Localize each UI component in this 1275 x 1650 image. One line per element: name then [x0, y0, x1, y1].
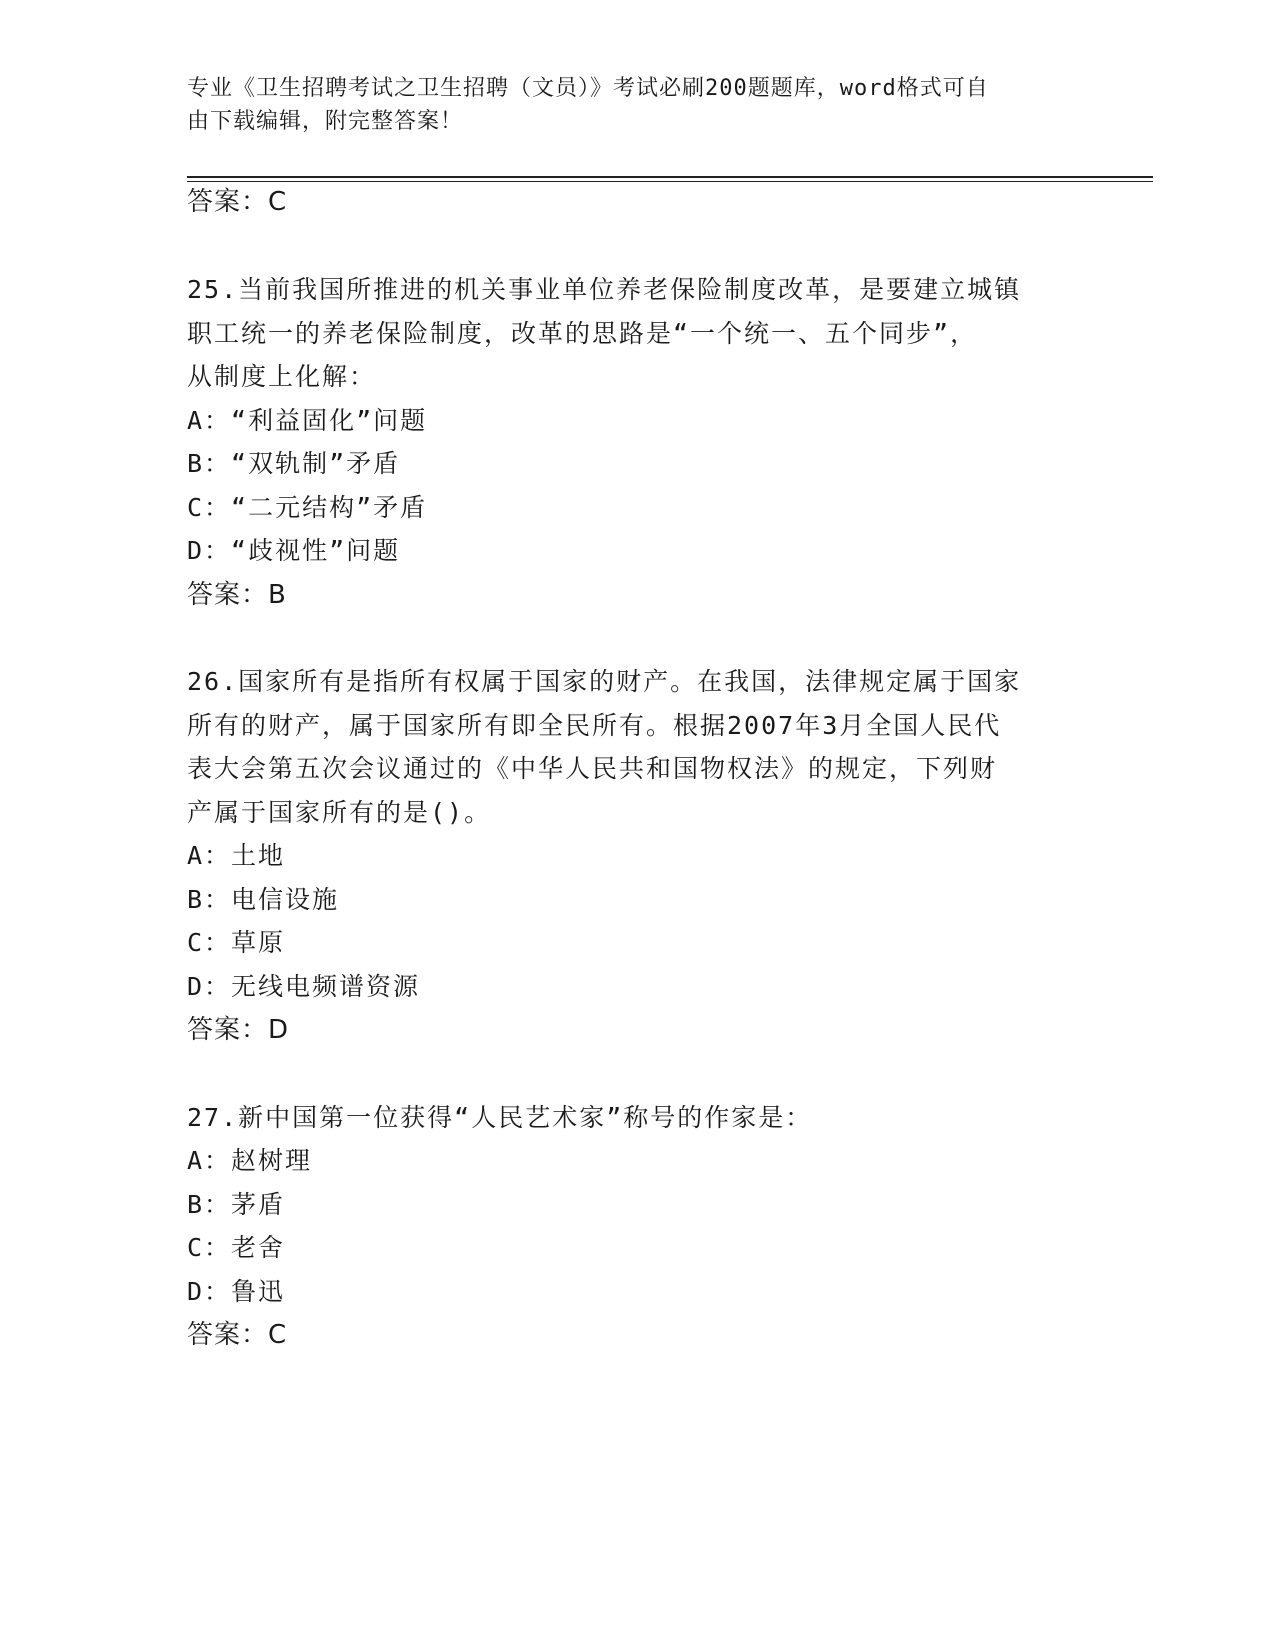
question-25-option-a: A：“利益固化”问题 — [187, 406, 428, 435]
question-26-text-line-2: 所有的财产，属于国家所有即全民所有。根据2007年3月全国人民代 — [187, 711, 1002, 740]
question-27-option-c: C：老舍 — [187, 1233, 286, 1262]
question-25-option-b: B：“双轨制”矛盾 — [187, 449, 401, 478]
header-line-1: 专业《卫生招聘考试之卫生招聘（文员）》考试必刷200题题库，word格式可自 — [187, 76, 989, 101]
question-27-text-line-1: 27.新中国第一位获得“人民艺术家”称号的作家是： — [187, 1103, 813, 1132]
header-divider-thin — [187, 181, 1153, 182]
question-25-option-c: C：“二元结构”矛盾 — [187, 493, 428, 522]
question-26-text-line-1: 26.国家所有是指所有权属于国家的财产。在我国，法律规定属于国家 — [187, 667, 1022, 696]
question-26-option-a: A：土地 — [187, 841, 286, 870]
question-26-text-line-4: 产属于国家所有的是()。 — [187, 798, 492, 827]
question-26-text-line-3: 表大会第五次会议通过的《中华人民共和国物权法》的规定，下列财 — [187, 754, 998, 783]
question-26-answer: 答案：D — [187, 1015, 290, 1045]
question-26-option-d: D：无线电频谱资源 — [187, 972, 421, 1001]
question-25-text-line-3: 从制度上化解： — [187, 362, 377, 391]
header-divider — [187, 176, 1153, 178]
question-27-answer: 答案：C — [187, 1320, 288, 1350]
question-27-option-b: B：茅盾 — [187, 1190, 286, 1219]
question-25-text-line-2: 职工统一的养老保险制度，改革的思路是“一个统一、五个同步”， — [187, 319, 978, 348]
question-27-option-d: D：鲁迅 — [187, 1277, 286, 1306]
question-27-option-a: A：赵树理 — [187, 1146, 313, 1175]
document-header — [187, 72, 1067, 138]
question-26-option-b: B：电信设施 — [187, 885, 340, 914]
header-line-2: 由下载编辑，附完整答案！ — [187, 109, 464, 134]
previous-answer: 答案：C — [187, 187, 288, 217]
question-25-answer: 答案：B — [187, 580, 287, 610]
question-25-option-d: D：“歧视性”问题 — [187, 536, 401, 565]
question-26-option-c: C：草原 — [187, 928, 286, 957]
question-25-text-line-1: 25.当前我国所推进的机关事业单位养老保险制度改革，是要建立城镇 — [187, 275, 1022, 304]
